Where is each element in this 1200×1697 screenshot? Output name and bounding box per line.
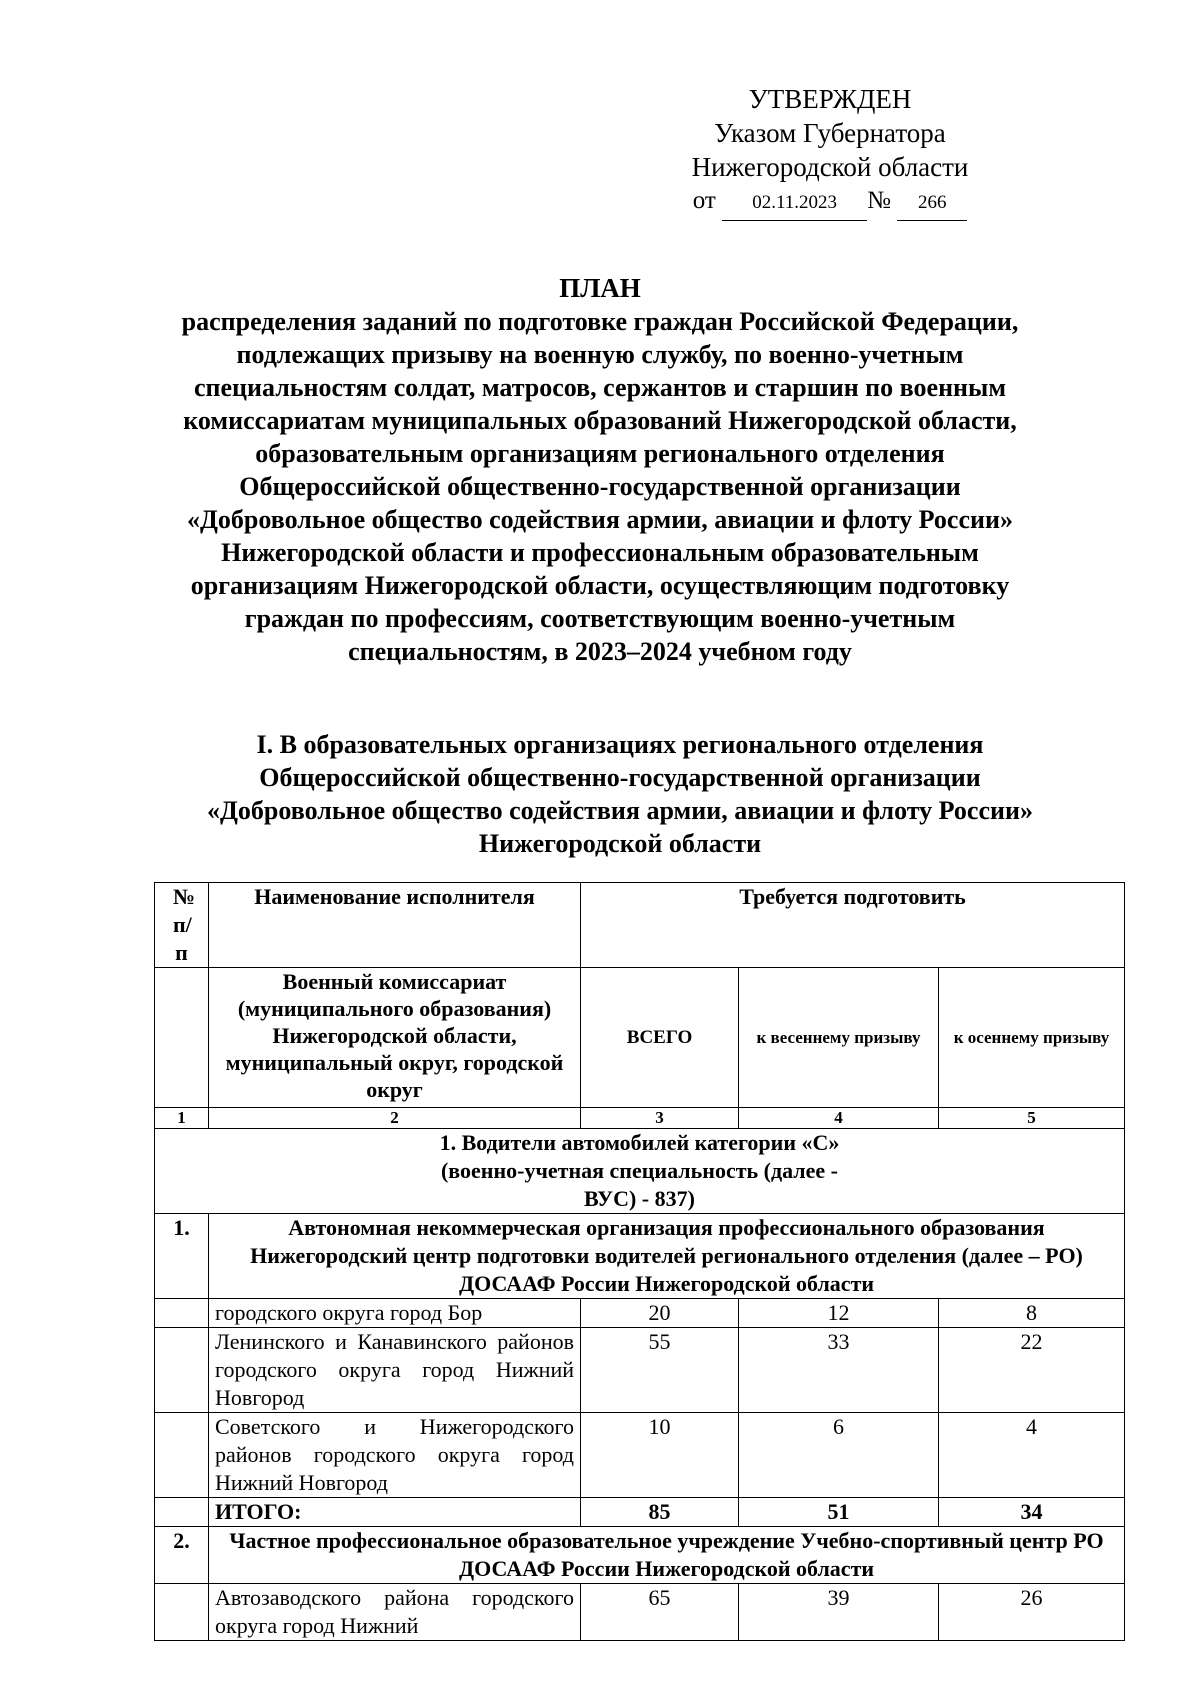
approval-decree: Указом Губернатора [714, 118, 946, 148]
header-spring: к весеннему призыву [739, 968, 939, 1108]
row-autumn: 8 [939, 1299, 1125, 1328]
col-number: 2 [209, 1108, 581, 1129]
row-spring: 39 [739, 1584, 939, 1641]
header-executor: Наименование исполнителя [209, 883, 581, 968]
summary-total: 85 [581, 1498, 739, 1527]
org-name: Автономная некоммерческая организация профессионального образования Нижегородский центр подготовки водителей регионального отделения (далее – РО) ДОСААФ России Нижегородской области [209, 1214, 1125, 1299]
table-row [155, 1328, 1125, 1413]
row-num-empty [155, 1584, 209, 1641]
org-name: Частное профессиональное образовательное учреждение Учебно-спортивный центр РО ДОСААФ России Нижегородской области [209, 1527, 1125, 1584]
title-line: комиссариатам муниципальных образований Нижегородской области, [183, 406, 1017, 435]
row-commissariat: Автозаводского района городского округа город Нижний [209, 1584, 581, 1641]
row-total: 65 [581, 1584, 739, 1641]
summary-label: ИТОГО: [209, 1498, 581, 1527]
subheader-row [155, 968, 1125, 1108]
row-total: 10 [581, 1413, 739, 1498]
row-num-empty [155, 1413, 209, 1498]
row-spring: 6 [739, 1413, 939, 1498]
header-row [155, 883, 1125, 968]
number-sign: № [867, 187, 891, 214]
section-heading [170, 728, 1070, 860]
org-row [155, 1527, 1125, 1584]
section-line: Общероссийской общественно-государственной организации [259, 763, 981, 792]
title-line: специальностям, в 2023–2024 учебном году [348, 637, 852, 666]
org-number: 2. [155, 1527, 209, 1584]
table-row [155, 1299, 1125, 1328]
row-total: 55 [581, 1328, 739, 1413]
title-line: образовательным организациям регионального отделения [255, 439, 945, 468]
approval-date-line [640, 184, 1020, 221]
approval-status: УТВЕРЖДЕН [748, 84, 912, 114]
column-numbers-row [155, 1108, 1125, 1129]
row-commissariat: городского округа город Бор [209, 1299, 581, 1328]
row-spring: 12 [739, 1299, 939, 1328]
approval-number: 266 [897, 186, 967, 221]
col-number: 1 [155, 1108, 209, 1129]
col-number: 4 [739, 1108, 939, 1129]
title-line: организациям Нижегородской области, осуществляющим подготовку [190, 571, 1010, 600]
summary-spring: 51 [739, 1498, 939, 1527]
title-line: «Добровольное общество содействия армии, авиации и флоту России» [187, 505, 1013, 534]
category-row [155, 1129, 1125, 1214]
header-commissariat: Военный комиссариат (муниципального образования) Нижегородской области, муниципальный округ, городской округ [209, 968, 581, 1108]
plan-table [154, 882, 1125, 1641]
approval-stamp [640, 82, 1020, 221]
row-num-empty [155, 1498, 209, 1527]
org-number: 1. [155, 1214, 209, 1299]
table-row [155, 1413, 1125, 1498]
row-autumn: 4 [939, 1413, 1125, 1498]
section-line: Нижегородской области [478, 829, 762, 858]
title-line: Нижегородской области и профессиональным образовательным [221, 538, 979, 567]
title-line: распределения заданий по подготовке граждан Российской Федерации, [181, 307, 1019, 336]
summary-row [155, 1498, 1125, 1527]
col-number: 5 [939, 1108, 1125, 1129]
section-line: «Добровольное общество содействия армии, авиации и флоту России» [207, 796, 1033, 825]
row-total: 20 [581, 1299, 739, 1328]
approval-date: 02.11.2023 [722, 186, 867, 221]
header-total: ВСЕГО [581, 968, 739, 1108]
title-line: Общероссийской общественно-государственной организации [239, 472, 961, 501]
table-row [155, 1584, 1125, 1641]
row-num-empty [155, 1328, 209, 1413]
header-required: Требуется подготовить [581, 883, 1125, 968]
title-line: подлежащих призыву на военную службу, по военно-учетным [236, 340, 964, 369]
section-line: I. В образовательных организациях регионального отделения [256, 730, 984, 759]
title-line: специальностям солдат, матросов, сержантов и старшин по военным [193, 373, 1007, 402]
date-prefix: от [692, 187, 716, 214]
row-commissariat: Ленинского и Канавинского районов городского округа город Нижний Новгород [209, 1328, 581, 1413]
title-line: граждан по профессиям, соответствующим военно-учетным [244, 604, 956, 633]
row-autumn: 26 [939, 1584, 1125, 1641]
org-row [155, 1214, 1125, 1299]
approval-region: Нижегородской области [691, 152, 969, 182]
row-commissariat: Советского и Нижегородского районов городского округа город Нижний Новгород [209, 1413, 581, 1498]
category-title: 1. Водители автомобилей категории «С» (военно-учетная специальность (далее - ВУС) - 837) [155, 1129, 1125, 1214]
row-spring: 33 [739, 1328, 939, 1413]
row-autumn: 22 [939, 1328, 1125, 1413]
title-heading: ПЛАН [559, 273, 641, 303]
summary-autumn: 34 [939, 1498, 1125, 1527]
header-num: № п/ п [155, 883, 209, 968]
row-num-empty [155, 1299, 209, 1328]
subheader-empty [155, 968, 209, 1108]
document-title [150, 272, 1050, 668]
col-number: 3 [581, 1108, 739, 1129]
header-autumn: к осеннему призыву [939, 968, 1125, 1108]
